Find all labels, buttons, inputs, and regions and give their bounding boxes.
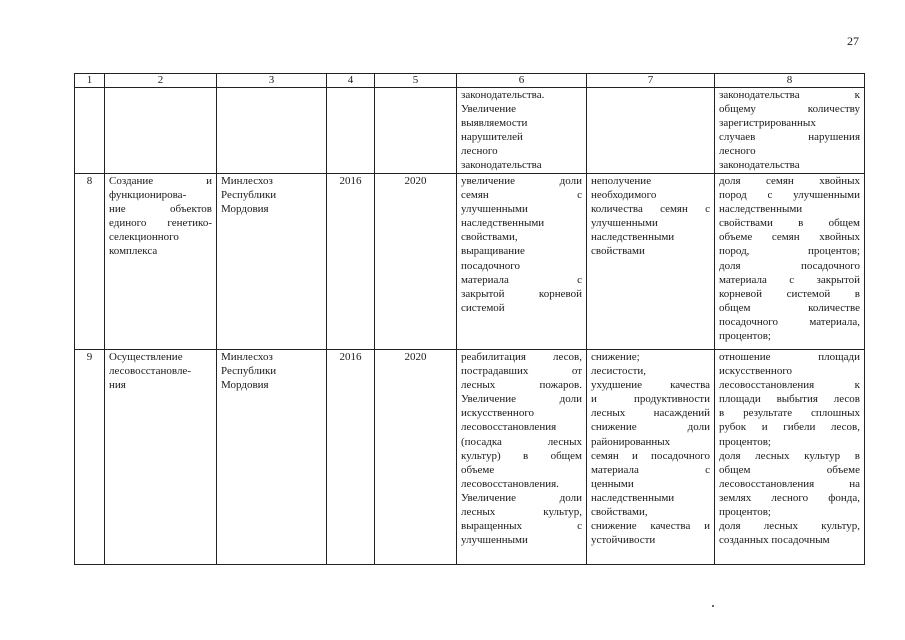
cell-line: свойствами в общем — [719, 217, 860, 230]
cell-line: законодательства к — [719, 89, 860, 101]
cell-col-1: 8 — [75, 174, 105, 350]
cell-line: культур) в общем — [461, 449, 582, 462]
cell-col-5: 2020 — [375, 350, 457, 565]
cell-line: комплекса — [109, 245, 158, 258]
cell-line: зарегистрированных — [719, 117, 816, 130]
cell-line: свойствами, — [591, 506, 648, 519]
cell-line: посадочного материала, — [719, 315, 860, 328]
table-row — [75, 350, 865, 565]
cell-line: районированных — [591, 435, 671, 448]
cell-line: свойствами — [591, 245, 645, 258]
cell-col-8 — [715, 174, 865, 350]
cell-col-1: 9 — [75, 350, 105, 565]
cell-line: материала с — [591, 463, 710, 476]
header-cell: 3 — [217, 74, 327, 88]
cell-col-6 — [457, 88, 587, 174]
cell-line: улучшенными — [461, 203, 528, 216]
cell-line: доля посадочного — [719, 259, 860, 272]
cell-line: Мордовия — [221, 379, 269, 392]
cell-line: процентов; — [719, 506, 771, 519]
cell-col-8 — [715, 350, 865, 565]
cell-col-5: 2020 — [375, 174, 457, 350]
cell-line: законодательства. — [461, 89, 545, 101]
cell-line: функционирова- — [109, 189, 187, 202]
cell-line: количества семян с — [591, 203, 710, 216]
cell-line: снижение качества и — [591, 520, 710, 533]
cell-col-2 — [105, 350, 217, 565]
cell-line: рубок и гибели лесов, — [719, 421, 860, 434]
cell-col-8 — [715, 88, 865, 174]
cell-line: посадочного — [461, 259, 521, 272]
cell-col-4: 2016 — [327, 174, 375, 350]
table-row — [75, 88, 865, 174]
scan-speck — [712, 605, 714, 607]
cell-line: искусственного — [719, 365, 793, 378]
cell-line: доля семян хвойных — [719, 175, 860, 187]
cell-line: Республики — [221, 365, 277, 378]
header-cell: 6 — [457, 74, 587, 88]
cell-line: улучшенными — [461, 534, 528, 547]
cell-line: выращивание — [461, 245, 525, 258]
cell-line: лесовосстановления на — [719, 477, 860, 490]
cell-line: Мордовия — [221, 203, 269, 216]
cell-line: материала с закрытой — [719, 273, 860, 286]
header-cell: 8 — [715, 74, 865, 88]
cell-col-7 — [587, 350, 715, 565]
cell-line: созданных посадочным — [719, 534, 830, 547]
cell-line: снижение доли — [591, 421, 710, 434]
cell-col-6 — [457, 174, 587, 350]
cell-line: наследственными — [719, 203, 803, 216]
header-cell: 1 — [75, 74, 105, 88]
cell-line: Осуществление — [109, 351, 183, 363]
cell-line: лесовосстановления — [461, 421, 557, 434]
cell-line: лесных культур, — [461, 506, 582, 519]
cell-line: улучшенными — [591, 217, 658, 230]
cell-col-1 — [75, 88, 105, 174]
header-cell: 5 — [375, 74, 457, 88]
cell-line: лесистости, — [591, 365, 647, 378]
cell-line: лесного — [719, 145, 756, 158]
cell-line: ние объектов — [109, 203, 212, 216]
cell-line: в результате сплошных — [719, 407, 860, 420]
cell-line: Увеличение — [461, 103, 517, 116]
cell-line: реабилитация лесов, — [461, 351, 582, 363]
cell-line: селекционного — [109, 231, 179, 244]
header-cell: 7 — [587, 74, 715, 88]
program-table — [74, 73, 865, 565]
cell-line: ния — [109, 379, 126, 392]
cell-col-2 — [105, 88, 217, 174]
cell-line: выявляемости — [461, 117, 528, 130]
cell-line: неполучение — [591, 175, 652, 187]
cell-line: общем количестве — [719, 301, 860, 314]
cell-line: семян с — [461, 189, 582, 202]
cell-line: общем объеме — [719, 463, 860, 476]
cell-line: доля лесных культур, — [719, 520, 860, 533]
cell-line: процентов; — [719, 330, 771, 343]
cell-col-2 — [105, 174, 217, 350]
header-cell: 4 — [327, 74, 375, 88]
cell-line: (посадка лесных — [461, 435, 582, 448]
cell-line: пород, процентов; — [719, 245, 860, 258]
cell-line: корневой системой в — [719, 287, 860, 300]
cell-line: искусственного — [461, 407, 535, 420]
cell-line: Увеличение доли — [461, 393, 582, 406]
cell-line: и продуктивности — [591, 393, 710, 406]
cell-col-4 — [327, 88, 375, 174]
cell-line: доля лесных культур в — [719, 449, 860, 462]
cell-line: общему количеству — [719, 103, 860, 116]
cell-col-4: 2016 — [327, 350, 375, 565]
cell-line: лесовосстановления. — [461, 477, 559, 490]
cell-line: устойчивости — [591, 534, 656, 547]
cell-line: Минлесхоз — [221, 175, 273, 187]
cell-line: необходимого — [591, 189, 657, 202]
cell-line: площади выбытия лесов — [719, 393, 860, 406]
cell-line: землях лесного фонда, — [719, 491, 860, 504]
cell-line: объеме семян хвойных — [719, 231, 860, 244]
cell-line: свойствами, — [461, 231, 518, 244]
cell-line: закрытой корневой — [461, 287, 582, 300]
cell-line: лесного — [461, 145, 498, 158]
cell-line: наследственными — [591, 491, 675, 504]
cell-line: процентов; — [719, 435, 771, 448]
cell-line: Создание и — [109, 175, 212, 187]
cell-line: Республики — [221, 189, 277, 202]
cell-line: нарушителей — [461, 131, 523, 144]
cell-col-6 — [457, 350, 587, 565]
cell-line: лесных пожаров. — [461, 379, 582, 392]
cell-line: семян и посадочного — [591, 449, 710, 462]
cell-line: лесных насаждений — [591, 407, 710, 420]
page-number: 27 — [847, 34, 859, 48]
cell-line: наследственными — [461, 217, 545, 230]
cell-col-3 — [217, 88, 327, 174]
cell-line: снижение; — [591, 351, 640, 363]
cell-line: отношение площади — [719, 351, 860, 363]
cell-line: лесовосстановле- — [109, 365, 191, 378]
cell-col-3 — [217, 174, 327, 350]
cell-line: законодательства — [719, 159, 800, 172]
cell-col-7 — [587, 174, 715, 350]
cell-line: наследственными — [591, 231, 675, 244]
header-cell: 2 — [105, 74, 217, 88]
cell-col-7 — [587, 88, 715, 174]
cell-line: пород с улучшенными — [719, 189, 860, 202]
cell-line: единого генетико- — [109, 217, 212, 230]
cell-col-5 — [375, 88, 457, 174]
cell-line: пострадавших от — [461, 365, 582, 378]
cell-line: выращенных с — [461, 520, 582, 533]
cell-line: ценными — [591, 477, 634, 490]
cell-line: ухудшение качества — [591, 379, 710, 392]
header-row — [75, 74, 865, 88]
cell-line: увеличение доли — [461, 175, 582, 187]
cell-line: системой — [461, 301, 505, 314]
cell-line: Увеличение доли — [461, 491, 582, 504]
cell-line: случаев нарушения — [719, 131, 860, 144]
cell-line: объеме — [461, 463, 495, 476]
cell-line: лесовосстановления к — [719, 379, 860, 392]
cell-line: законодательства — [461, 159, 542, 172]
cell-col-3 — [217, 350, 327, 565]
table-row — [75, 174, 865, 350]
cell-line: материала с — [461, 273, 582, 286]
cell-line: Минлесхоз — [221, 351, 273, 363]
